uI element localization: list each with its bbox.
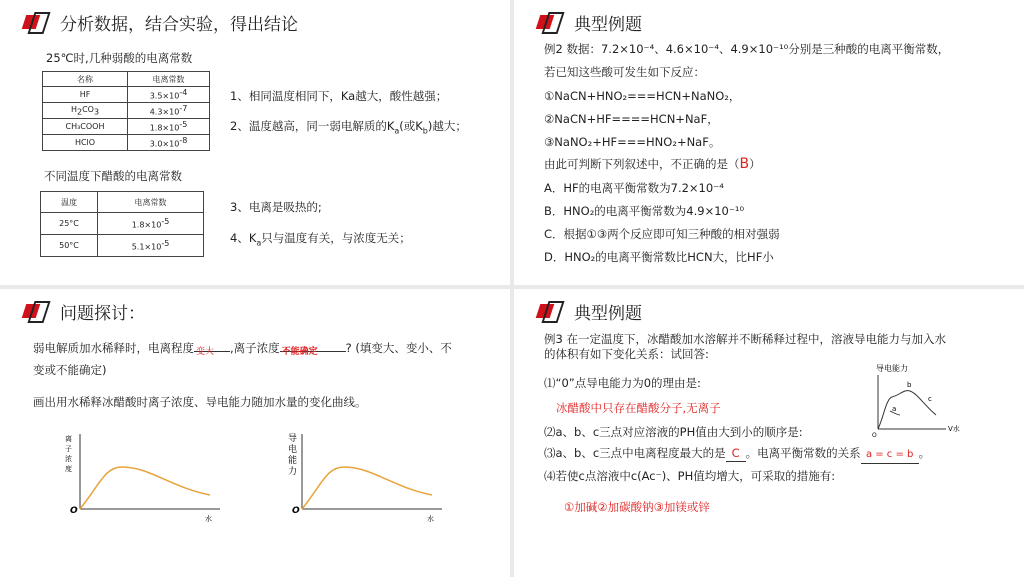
graph-title: 导电能力 [876,364,908,373]
origin-label: O [872,432,877,439]
x-axis-label: 水 [427,515,434,523]
table-cell: 50°C [41,235,98,257]
sub-question-3: ⑶a、b、c三点中电离程度最大的是 C 。电离平衡常数的关系 a = c = b 。 [544,445,930,464]
point-label-c: c [928,395,932,403]
weak-acid-table [42,71,210,151]
panel-title: 分析数据，结合实验，得出结论 [60,14,298,35]
sub-question-2: ⑵a、b、c三点对应溶液的PH值由大到小的顺序是: [544,425,803,439]
question-line: 若已知这些酸可发生如下反应： [544,65,705,79]
reaction-3: ③NaNO₂+HF===HNO₂+NaF。 [544,135,721,149]
table-cell: 3.0×10-8 [128,135,210,151]
y-axis-label: 离 [65,435,72,443]
question-1: 弱电解质加水稀释时，电离程度 变大 ,离子浓度 不能确定 ? (填变大、变小、不 [33,341,452,357]
origin-label: O [292,506,300,516]
brand-logo-icon [536,11,560,33]
table-cell: 3.5×10-4 [128,87,210,103]
conductivity-curve [302,467,432,509]
conclusion-1: 1、相同温度相同下，Ka越大，酸性越强； [230,89,448,103]
conclusion-2: 2、温度越高，同一弱电解质的$K_a$(或$K_b$)越大； [230,119,467,136]
panel-discussion [0,289,510,577]
table-cell: CH₃COOH [43,119,128,135]
ion-concentration-graph [60,429,230,524]
table-header: 名称 [43,72,128,87]
panel-example-2 [514,0,1024,285]
table-cell: HClO [43,135,128,151]
panel-header [22,10,298,34]
panel-header [536,10,642,34]
panel-title: 问题探讨： [60,303,145,324]
panel-analysis [0,0,510,285]
table-cell: HF [43,87,128,103]
question-line: 例2 数据：7.2×10⁻⁴、4.6×10⁻⁴、4.9×10⁻¹⁰分别是三种酸的电离平衡常数， [544,42,950,56]
table-cell: 4.3×10-7 [128,103,210,119]
brand-logo-icon [536,300,560,322]
concentration-curve [80,467,210,509]
intro-line: 的体积有如下变化关系：试回答: [544,347,709,361]
option-a: A．HF的电离平衡常数为7.2×10⁻⁴ [544,181,724,195]
sub-question-1: ⑴“0”点导电能力为0的理由是: [544,376,701,390]
point-label-a: a [892,405,897,413]
panel-header [536,299,642,323]
y-axis-label: 度 [65,465,72,473]
point-label-b: b [907,381,912,389]
answer-1: 冰醋酸中只存在醋酸分子,无离子 [556,401,721,415]
y-axis-label: 能 [288,456,298,466]
option-c: C．根据①③两个反应即可知三种酸的相对强弱 [544,227,780,241]
question-1-cont: 变或不能确定) [33,363,107,377]
table-header: 电离常数 [98,192,204,213]
conclusion-4: 4、$K_a$只与温度有关，与浓度无关； [230,231,411,248]
y-axis-label: 电 [288,445,298,455]
panel-title: 典型例题 [574,303,642,324]
option-b: B．HNO₂的电离平衡常数为4.9×10⁻¹⁰ [544,204,745,218]
reaction-2: ②NaCN+HF====HCN+NaF， [544,112,719,126]
table-cell: 1.8×10-5 [128,119,210,135]
option-d: D．HNO₂的电离平衡常数比HCN大，比HF小 [544,250,774,264]
question-2: 画出用水稀释冰醋酸时离子浓度、导电能力随加水量的变化曲线。 [33,395,367,409]
conductivity-diagram [872,361,982,441]
y-axis-label: 子 [65,445,72,453]
sub-question-4: ⑷若使c点溶液中c(Ac⁻)、PH值均增大，可采取的措施有: [544,469,836,483]
table-cell: 1.8×10-5 [98,213,204,235]
table1-caption: 25℃时,几种弱酸的电离常数 [46,51,193,65]
y-axis-label: 力 [288,467,298,477]
answer-4: ①加碱②加碳酸钠③加镁或锌 [564,500,710,514]
table-header: 温度 [41,192,98,213]
table-cell: 5.1×10-5 [98,235,204,257]
table-header: 电离常数 [128,72,210,87]
x-axis-label: 水 [205,515,212,523]
question-stem: 由此可判断下列叙述中，不正确的是（B） [544,156,761,172]
panel-example-3 [514,289,1024,577]
brand-logo-icon [22,300,46,322]
reaction-1: ①NaCN+HNO₂===HCN+NaNO₂， [544,89,741,103]
answer: B [739,156,750,172]
table-cell: 25°C [41,213,98,235]
brand-logo-icon [22,11,46,33]
conclusion-3: 3、电离是吸热的; [230,200,322,214]
y-axis-label: 浓 [65,455,72,463]
y-axis-label: 导 [288,434,298,444]
x-axis-label: V水 [948,425,960,433]
panel-title: 典型例题 [574,14,642,35]
panel-header [22,299,145,323]
temperature-table [40,191,204,257]
table2-caption: 不同温度下醋酸的电离常数 [44,169,182,183]
origin-label: O [70,506,78,516]
conductivity-graph [282,429,452,524]
intro-line: 例3 在一定温度下，冰醋酸加水溶解并不断稀释过程中，溶液导电能力与加入水 [544,332,946,346]
table-cell: H2CO3 [43,103,128,119]
